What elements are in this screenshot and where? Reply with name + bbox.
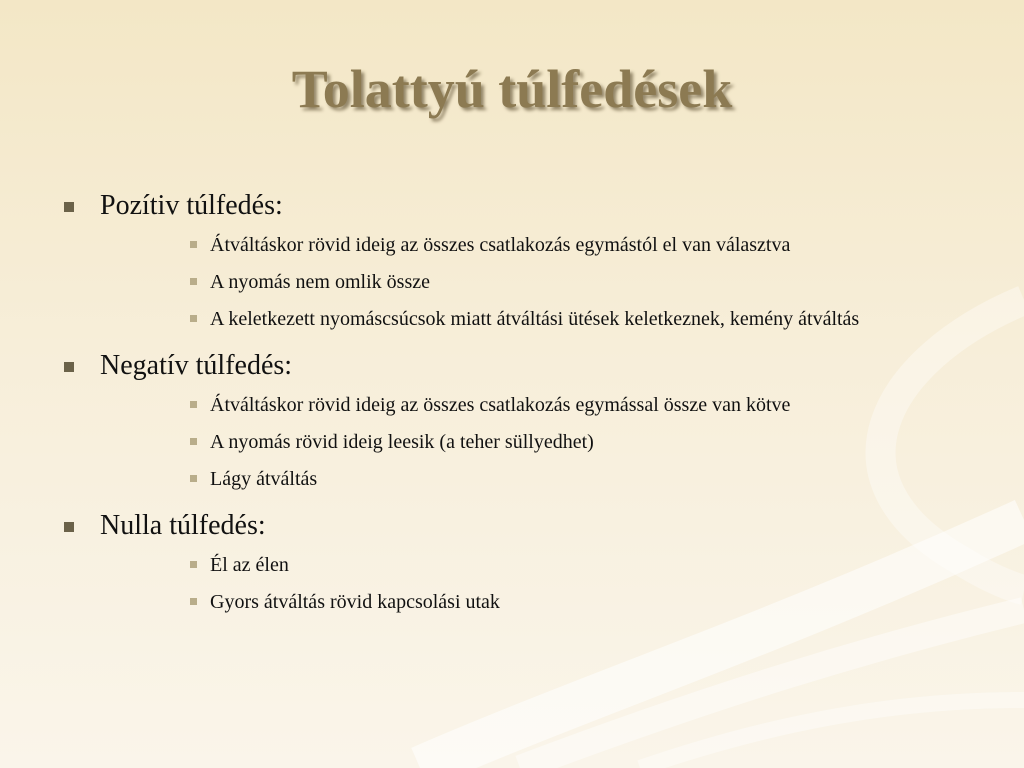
- list-item: [190, 587, 930, 617]
- list-item: [190, 304, 930, 334]
- square-bullet-icon: [190, 475, 197, 482]
- section-heading: Pozítiv túlfedés:: [100, 190, 283, 221]
- list-item-text: A nyomás rövid ideig leesik (a teher süllyedhet): [210, 431, 594, 453]
- section-zero-overlap: [60, 508, 960, 544]
- list-item-text: Átváltáskor rövid ideig az összes csatlakozás egymástól el van választva: [210, 234, 791, 256]
- list-item: [190, 464, 930, 494]
- list-item: [190, 230, 930, 260]
- square-bullet-icon: [64, 522, 74, 532]
- square-bullet-icon: [190, 278, 197, 285]
- list-item-text: Átváltáskor rövid ideig az összes csatlakozás egymással össze van kötve: [210, 394, 791, 416]
- list-item-text: A nyomás nem omlik össze: [210, 271, 430, 293]
- list-item-text: Gyors átváltás rövid kapcsolási utak: [210, 591, 500, 613]
- slide-title: Tolattyú túlfedések: [291, 59, 733, 119]
- list-item-text: Él az élen: [210, 554, 289, 576]
- list-item: [190, 550, 930, 580]
- bullet-list: [60, 188, 960, 617]
- square-bullet-icon: [64, 362, 74, 372]
- section-heading: Nulla túlfedés:: [100, 510, 266, 541]
- square-bullet-icon: [190, 241, 197, 248]
- list-item-text: A keletkezett nyomáscsúcsok miatt átváltási ütések keletkeznek, kemény átváltás: [210, 308, 860, 330]
- list-item: [190, 390, 930, 420]
- list-item-text: Lágy átváltás: [210, 468, 318, 490]
- list-item: [190, 267, 930, 297]
- section-heading: Negatív túlfedés:: [100, 350, 293, 381]
- section-negative-overlap: [60, 348, 960, 384]
- square-bullet-icon: [190, 438, 197, 445]
- section-positive-overlap: [60, 188, 960, 224]
- square-bullet-icon: [190, 401, 197, 408]
- square-bullet-icon: [190, 598, 197, 605]
- square-bullet-icon: [190, 561, 197, 568]
- square-bullet-icon: [64, 202, 74, 212]
- list-item: [190, 427, 930, 457]
- square-bullet-icon: [190, 315, 197, 322]
